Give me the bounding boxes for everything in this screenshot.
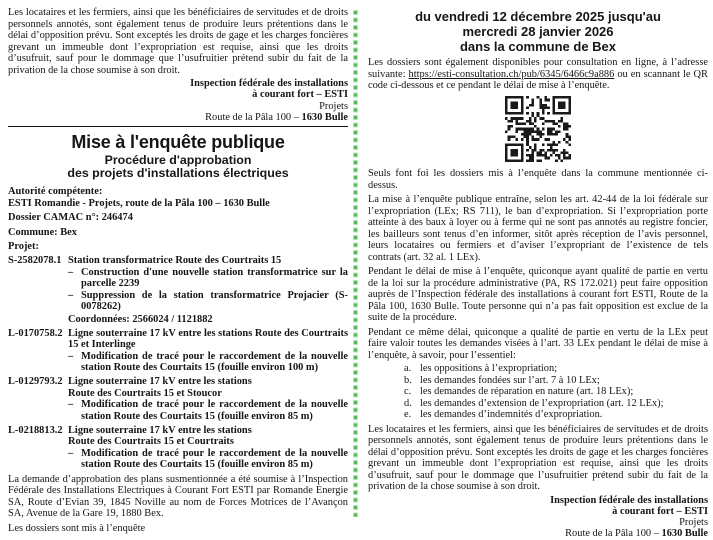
project-title-line2: Route des Courtraits 15 et Courtraits <box>68 436 234 448</box>
tenants-paragraph: Les locataires et les fermiers, ainsi que les bénéficiaires de servitudes et de droits personnels annotés, sont également tenus de produire leurs prétentions dans le délai d’opposition prévu. Sont exceptés les droits de gage et les charges foncières grevant un immeuble dont l’expropriation est requise, ainsi que les droits d’usufruit, sauf pour le dommage que l’usufruitier prétend subir du fait de la privation de la chose soumise à son droit. <box>368 423 708 492</box>
project-subitem <box>68 351 348 374</box>
dossier-number: Dossier CAMAC n°: 246474 <box>8 212 133 224</box>
page-subtitle-2: des projets d'installations électriques <box>67 166 289 181</box>
signature-block-right <box>368 495 708 540</box>
signature-address: Route de la Pâla 100 – <box>205 111 302 123</box>
project-subitem-text: Modification de tracé pour le raccordement de la nouvelle station Route des Courtaits 15 (fouille environ 85 m) <box>81 447 348 471</box>
project-code: L-0218813.2 <box>8 424 63 436</box>
signature-block-left <box>8 78 348 123</box>
column-divider <box>353 10 358 517</box>
signature-line: Inspection fédérale des installations <box>550 494 708 506</box>
consultation-link[interactable]: https://esti-consultation.ch/pub/6345/6466c9a886 <box>408 68 615 80</box>
dash-marker: – <box>68 399 74 411</box>
signature-line: à courant fort – ESTI <box>612 505 708 517</box>
right-column <box>368 0 708 540</box>
list-item <box>404 398 708 410</box>
inquiry-commune: dans la commune de Bex <box>459 39 617 54</box>
seuls-font-foi-paragraph: Seuls font foi les dossiers mis à l’enquête dans la commune mentionnée ci-dessus. <box>368 168 708 191</box>
list-marker: b. <box>404 374 412 386</box>
list-item-text: les demandes fondées sur l’art. 7 à 10 LEx; <box>420 374 600 386</box>
qr-code-container <box>368 96 708 166</box>
list-item-text: les oppositions à l’expropriation; <box>420 363 558 374</box>
page-subtitle-1: Procédure d'approbation <box>104 153 252 168</box>
project-entry <box>8 376 348 422</box>
project-entry <box>8 255 348 325</box>
signature-line: Projets <box>679 517 708 529</box>
project-subitem-text: Modification de tracé pour le raccordement de la nouvelle station Route des Courtaits 15 (fouille environ 100 m) <box>81 350 348 374</box>
horizontal-rule <box>8 126 348 127</box>
projet-label: Projet: <box>8 241 39 253</box>
expropriation-ban-paragraph: La mise à l’enquête publique entraîne, selon les art. 42-44 de la loi fédérale sur l’expropriation (LEx; RS 711), le ban d’expropriation. Si l’expropriation porte atteinte à des baux à loyer ou à ferme qui ne sont pas annotés au registre foncier, les bailleurs sont tenus d’en informer, sitôt après réception de l’avis personnel, leurs locataires ou fermiers et d’aviser l’expropriant de l’existence de tels contrats (art. 32 al. 1 LEx). <box>368 194 708 263</box>
project-title: Ligne souterraine 17 kV entre les stations Route des Courtraits 15 et Interlinge <box>68 327 348 351</box>
project-code: S-2582078.1 <box>8 255 62 267</box>
authority-value: ESTI Romandie - Projets, route de la Pâla 100 – 1630 Bulle <box>8 197 270 209</box>
list-marker: c. <box>404 386 412 397</box>
dash-marker: – <box>68 447 74 459</box>
signature-city: 1630 Bulle <box>301 111 348 123</box>
project-title: Station transformatrice Route des Courtraits 15 <box>68 255 282 267</box>
qr-code-icon <box>505 96 571 162</box>
commune: Commune: Bex <box>8 226 77 238</box>
project-subitem-text: Suppression de la station transformatrice Projacier (S-0078262) <box>81 289 348 313</box>
project-entry <box>8 328 348 374</box>
left-column <box>8 0 348 534</box>
project-title: Ligne souterraine 17 kV entre les stations <box>68 424 252 436</box>
list-item <box>404 375 708 387</box>
dash-marker: – <box>68 289 74 301</box>
signature-line: Projets <box>319 100 348 112</box>
inquiry-period-end: mercredi 28 janvier 2026 <box>462 24 614 39</box>
opposition-paragraph: Pendant le délai de mise à l’enquête, quiconque ayant qualité de partie en vertu de la loi sur la procédure administrative (PA, RS 172.021) peut faire opposition auprès de l’Inspection fédérale des installations à courant fort ESTI, Route de la Pâla 100, 1630 Bulle. Toute personne qui n’a pas fait opposition est exclue de la suite de la procédure. <box>368 266 708 323</box>
online-consultation-paragraph <box>368 57 708 92</box>
project-code: L-0170758.2 <box>8 327 63 339</box>
authority-label: Autorité compétente: <box>8 186 103 198</box>
project-subitem <box>68 267 348 290</box>
signature-line <box>8 112 348 123</box>
intro-paragraph: Les locataires et les fermiers, ainsi que les bénéficiaires de servitudes et de droits personnels annotés, sont également tenus de produire leurs prétentions dans le délai d’opposition prévu. Sont exceptés les droits de gage et les charges foncières grevant un immeuble dont l’expropriation est requise, ainsi que les droits d’usufruit, sauf pour le dommage que l’usufruitier prétend subir du fait de la privation de la chose soumise à son droit. <box>8 7 348 76</box>
inquiry-period-header <box>368 9 708 54</box>
claims-list <box>404 363 708 421</box>
page-title: Mise à l'enquête publique <box>71 132 285 153</box>
project-title-line2: Route des Courtraits 15 et Stoucor <box>68 387 222 399</box>
list-item-text: les demandes de réparation en nature (art. 18 LEx); <box>420 386 634 397</box>
online-consultation-text: ou en scannant le QR code ci-dessous et ce pendant le délai de mise à l’enquête. <box>368 68 708 91</box>
list-item <box>404 409 708 421</box>
project-subitem <box>68 290 348 313</box>
signature-address: Route de la Pâla 100 – <box>565 528 662 540</box>
signature-city: 1630 Bulle <box>661 528 708 540</box>
project-code: L-0129793.2 <box>8 376 63 388</box>
claims-paragraph: Pendant ce même délai, quiconque a qualité de partie en vertu de la LEx peut faire valoir toutes les demandes visées à l’art. 33 LEx pendant le délai de mise à l’enquête, à savoir, pour l’essentiel: <box>368 326 708 361</box>
list-marker: e. <box>404 409 412 420</box>
dash-marker: – <box>68 266 74 278</box>
list-marker: a. <box>404 363 412 374</box>
inquiry-period-start: du vendredi 12 décembre 2025 jusqu'au <box>415 9 661 24</box>
project-title: Ligne souterraine 17 kV entre les stations <box>68 376 252 388</box>
list-item <box>404 363 708 375</box>
signature-line: à courant fort – ESTI <box>252 89 348 101</box>
list-item <box>404 386 708 398</box>
signature-line <box>368 528 708 539</box>
project-subitem-text: Construction d'une nouvelle station transformatrice sur la parcelle 2239 <box>81 266 348 290</box>
approval-paragraph: La demande d’approbation des plans susmentionnée a été soumise à l’Inspection Fédérale des Installations Electriques à Courant Fort ESTI par Romande Energie SA, Route d’Evian 39, 1845 Noville au nom de Forces Motrices de l’Avançon SA, Avenue de la Gare 19, 1880 Bex. <box>8 473 348 520</box>
online-consultation-text: Les dossiers sont également disponibles pour consultation en ligne, à l’adresse suivante: <box>368 57 708 80</box>
project-subitem <box>68 448 348 471</box>
project-subitem-text: Modification de tracé pour le raccordement de la nouvelle station Route des Courtaits 15 (fouille environ 85 m) <box>81 399 348 422</box>
project-subitem <box>68 399 348 422</box>
list-item-text: les demandes d’extension de l’expropriation (art. 12 LEx); <box>420 397 664 409</box>
dossiers-open-line: Les dossiers sont mis à l’enquête <box>8 522 146 534</box>
project-entry <box>8 425 348 471</box>
project-coordinates: Coordonnées: 2566024 / 1121882 <box>68 313 213 325</box>
list-item-text: les demandes d’indemnités d’expropriation. <box>420 409 603 420</box>
signature-line: Inspection fédérale des installations <box>190 78 348 89</box>
list-marker: d. <box>404 397 412 409</box>
dash-marker: – <box>68 350 74 362</box>
